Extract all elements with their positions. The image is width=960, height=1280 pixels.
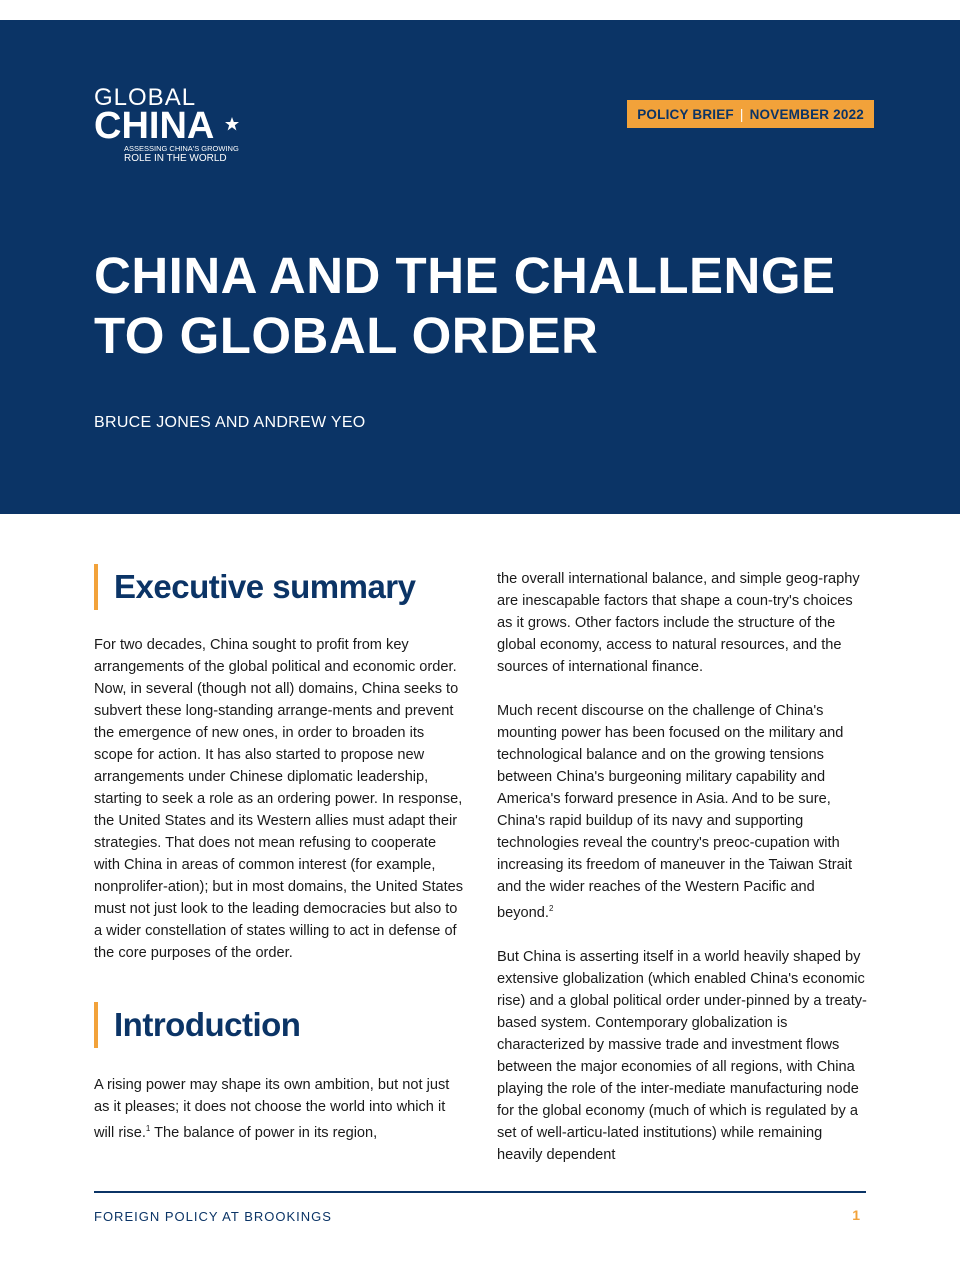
global-china-logo: [94, 86, 254, 166]
logo-global-text: GLOBAL: [94, 84, 197, 111]
policy-brief-badge: [627, 100, 874, 128]
executive-summary-heading: Executive summary: [94, 564, 466, 610]
footnote-1: 1: [145, 1124, 151, 1133]
introduction-heading: Introduction: [94, 1002, 466, 1048]
badge-type: POLICY BRIEF: [637, 106, 734, 122]
footnote-2: 2: [548, 904, 554, 913]
right-paragraph-2: [497, 700, 871, 924]
header-banner: [0, 20, 960, 514]
page-title: CHINA AND THE CHALLENGE TO GLOBAL ORDER: [94, 247, 836, 364]
logo-china-text: CHINA: [94, 105, 215, 147]
logo-tagline-2: ROLE IN THE WORLD: [124, 153, 227, 164]
intro-text-part1: A rising power may shape its own ambition, but not just as it pleases; it does not choose the world into which it will rise.: [94, 1077, 450, 1141]
right-paragraph-1: the overall international balance, and simple geog-raphy are inescapable factors that shape a coun-try's choices as it grows. Other factors include the structure of the global economy, access to natural resources, and the sources of international finance.: [497, 571, 860, 675]
page-number: 1: [852, 1207, 860, 1223]
badge-separator: |: [739, 106, 744, 122]
top-margin: [0, 0, 960, 20]
star-icon: [224, 116, 240, 132]
intro-text-part2: The balance of power in its region,: [150, 1124, 378, 1141]
right-paragraph-2-text: Much recent discourse on the challenge of China's mounting power has been focused on the military and technological balance and on the growing tensions between China's burgeoning military capability and America's forward presence in Asia. And to be sure, China's rapid buildup of its navy and supporting technologies reveal the country's preoc-cupation with increasing its freedom of maneuver in the Taiwan Strait and the wider reaches of the Western Pacific and beyond.: [497, 703, 853, 921]
right-column: [497, 568, 871, 1166]
left-column: [94, 564, 466, 1144]
footer-divider: [94, 1191, 866, 1193]
footer-publisher: FOREIGN POLICY AT BROOKINGS: [94, 1209, 332, 1224]
badge-date: NOVEMBER 2022: [749, 106, 864, 122]
right-paragraph-3: But China is asserting itself in a world heavily shaped by extensive globalization (which enabled China's economic rise) and a global political order under-pinned by a treaty-based system. Contemporary globalization is characterized by massive trade and investment flows between the major economies of all regions, with China playing the role of the inter-mediate manufacturing node for the global economy (much of which is regulated by a set of well-articu-lated institutions) while remaining heavily dependent: [497, 948, 867, 1163]
introduction-text: [94, 1074, 466, 1144]
authors: BRUCE JONES AND ANDREW YEO: [94, 414, 366, 431]
logo-tagline-1: ASSESSING CHINA'S GROWING: [124, 144, 239, 153]
executive-summary-text: For two decades, China sought to profit from key arrangements of the global political and economic order. Now, in several (though not all) domains, China seeks to subvert these long-standing arrange-ments and prevent the emergence of new ones, in order to broaden its scope for action. It has also started to propose new arrangements under Chinese diplomatic leadership, starting to seek a role as an ordering power. In response, the United States and its Western allies must adapt their strategies. That does not mean refusing to cooperate with China in areas of common interest (for example, nonprolifer-ation); but in most domains, the United States must not just look to the leading democracies but also to a wider constellation of states willing to act in defense of the core purposes of the order.: [94, 637, 464, 961]
